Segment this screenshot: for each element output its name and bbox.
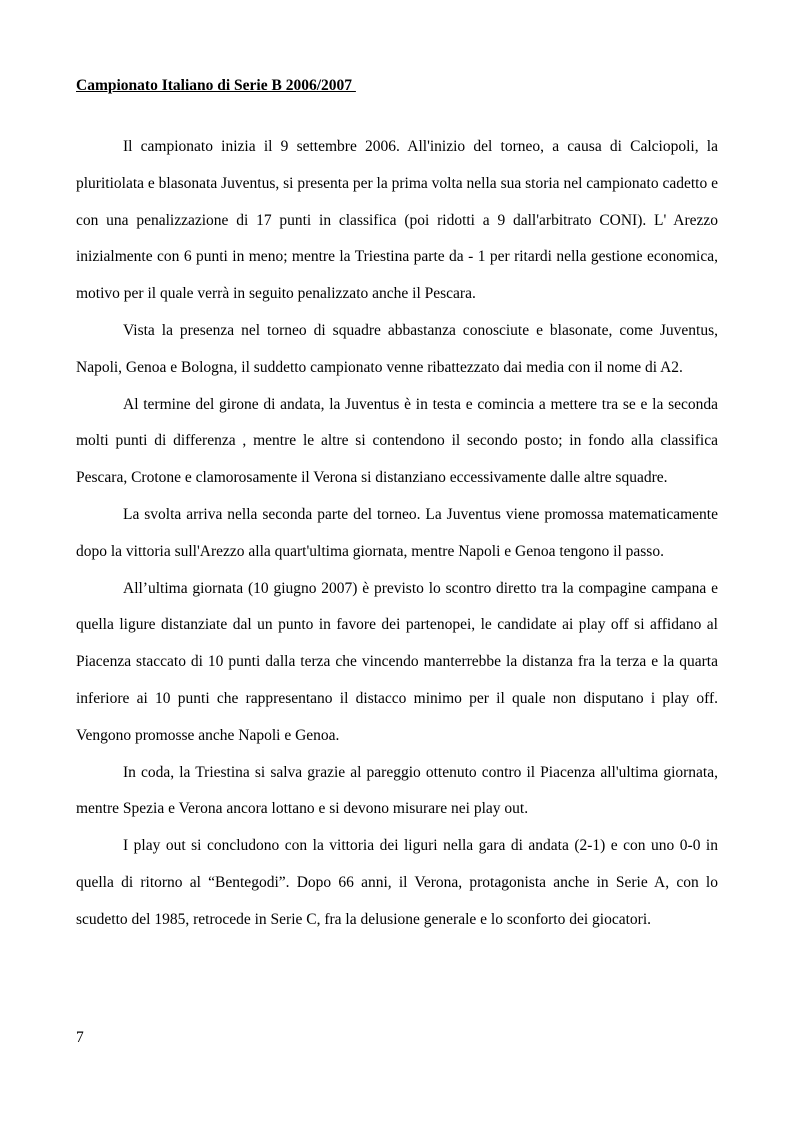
paragraph-season-start: Il campionato inizia il 9 settembre 2006. All'inizio del torneo, a causa di Calciopoli, la pluritiolata e blasonata Juventus, si presenta per la prima volta nella sua storia nel campionato cadetto e con una penalizzazione di 17 punti in classifica (poi ridotti a 9 dall'arbitrato CONI). L' Arezzo inizialmente con 6 punti in meno; mentre la Triestina parte da - 1 per ritardi nella gestione economica, motivo per il quale verrà in seguito penalizzato anche il Pescara. — [76, 138, 718, 303]
paragraph-second-half: La svolta arriva nella seconda parte del torneo. La Juventus viene promossa matematicamente dopo la vittoria sull'Arezzo alla quart'ultima giornata, mentre Napoli e Genoa tengono il passo. — [76, 505, 718, 560]
paragraph-play-out: I play out si concludono con la vittoria dei liguri nella gara di andata (2-1) e con uno 0-0 in quella di ritorno al “Bentegodi”. Dopo 66 anni, il Verona, protagonista anche in Serie A, con lo scudetto del 1985, retrocede in Serie C, fra la delusione generale e lo sconforto dei giocatori. — [76, 837, 718, 928]
paragraph-relegation-zone: In coda, la Triestina si salva grazie al pareggio ottenuto contro il Piacenza all'ultima giornata, mentre Spezia e Verona ancora lottano e si devono misurare nei play out. — [76, 763, 718, 818]
paragraph-last-matchday: All’ultima giornata (10 giugno 2007) è previsto lo scontro diretto tra la compagine campana e quella ligure distanziate dal un punto in favore dei partenopei, le candidate ai play off si affidano al Piacenza staccato di 10 punti dalla terza che vincendo manterrebbe la distanza fra la terza e la quarta inferiore ai 10 punti che rappresentano il distacco minimo per il quale non disputano i play off. Vengono promosse anche Napoli e Genoa. — [76, 579, 718, 744]
paragraph-first-half: Al termine del girone di andata, la Juventus è in testa e comincia a mettere tra se e la seconda molti punti di differenza , mentre le altre si contendono il secondo posto; in fondo alla classifica Pescara, Crotone e clamorosamente il Verona si distanziano eccessivamente dalle altre squadre. — [76, 395, 718, 487]
paragraph-a2-nickname: Vista la presenza nel torneo di squadre abbastanza conosciute e blasonate, come Juventus, Napoli, Genoa e Bologna, il suddetto campionato venne ribattezzato dai media con il nome di A2. — [76, 321, 718, 376]
document-body — [76, 129, 718, 939]
document-title: Campionato Italiano di Serie B 2006/2007 — [76, 77, 356, 94]
page-number: 7 — [76, 1029, 84, 1046]
